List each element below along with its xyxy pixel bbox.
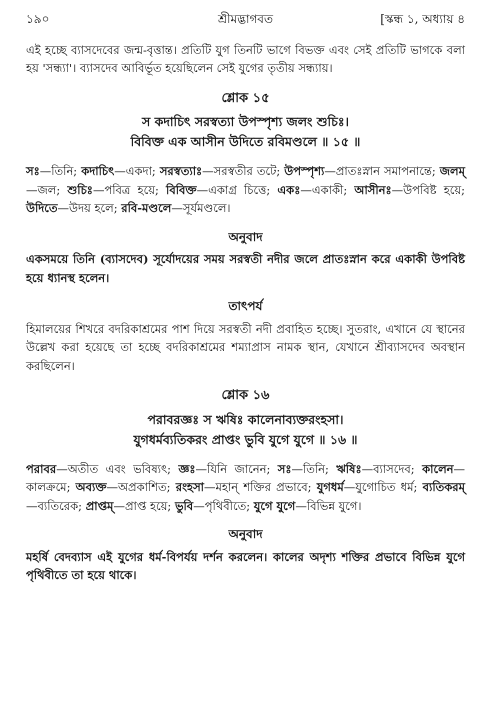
verse-16-synonym-meaning: —অপ্রকাশিত; (106, 480, 176, 494)
verse-15-synonym-word: জলম্ (439, 164, 465, 178)
verse-16-synonym-word: সঃ (277, 461, 292, 476)
intro-paragraph: এই হচ্ছে ব্যাসদেবের জন্ম-বৃত্তান্ত। প্রতিটি যুগ তিনটি ভাগে বিভক্ত এবং সেই প্রতিটি ভাগকে বলা হয় 'সন্ধ্যা'। ব্যাসদেব আবির্ভূত হয়েছিলেন সেই যুগের তৃতীয় সন্ধ্যায়। (26, 42, 465, 75)
verse-16-synonym-meaning: —মহান্ শক্তির প্রভাবে; (204, 480, 317, 494)
verse-15-synonym-word: সরস্বত্যাঃ (159, 164, 203, 178)
verse-16-heading: শ্লোক ১৬ (221, 388, 270, 403)
verse-16-synonym-meaning: —বিভিন্ন যুগে। (295, 498, 362, 513)
verse-15-synonym-word: সঃ (26, 164, 40, 178)
verse-15-translation-heading: অনুবাদ (228, 229, 263, 244)
verse-16-synonym-word: পরাবর (26, 461, 57, 476)
verse-16-synonym-word: রংহসা (175, 480, 205, 494)
verse-16-synonym-word: অব্যক্ত (75, 480, 107, 494)
verse-15-synonym-meaning: —সরস্বতীর তটে; (202, 164, 285, 178)
verse-16-synonym-meaning: —ব্যাসদেব; (361, 461, 423, 476)
verse-16-synonym-word: যুগধর্ম (316, 480, 344, 494)
verse-16-synonym-meaning: —যিনি জানেন; (195, 461, 278, 476)
verse-16-translation-heading: অনুবাদ (228, 527, 263, 541)
verse-15-synonym-word: শুচিঃ (67, 182, 93, 197)
verse-15-synonym-meaning: —তিনি; (39, 164, 82, 178)
verse-15-synonym-meaning: —একাকী; (300, 182, 355, 197)
verse-15-purport-heading: তাৎপর্য (228, 299, 263, 313)
verse-16-synonym-meaning: —যুগোচিত ধর্ম; (343, 480, 423, 494)
verse-15-synonym-word: রবি-মণ্ডলে (121, 201, 172, 215)
verse-15-synonym-word: একঃ (277, 182, 301, 197)
verse-15-line-2: বিবিক্ত এক আসীন উদিতে রবিমণ্ডলে ॥ ১৫ ॥ (130, 134, 361, 149)
page-number: ১৯০ (26, 12, 50, 26)
verse-15-translation: একসময়ে তিনি (ব্যাসদেব) সূর্যোদয়ের সময় সরস্বতী নদীর জলে প্রাতঃস্নান করে একাকী উপবিষ্ট হয়ে ধ্যানস্থ হলেন। (26, 252, 465, 285)
verse-16-synonym-meaning: —অতীত এবং ভবিষ্যৎ; (56, 461, 179, 476)
verse-16-line-2: যুগধর্মব্যতিকরং প্রাপ্তং ভুবি যুগে যুগে ॥ ১৬ ॥ (133, 431, 358, 447)
verse-15-synonym-meaning: —উদয় হলে; (57, 201, 122, 215)
verse-16-translation: মহর্ষি বেদব্যাস এই যুগের ধর্ম-বিপর্যয় দর্শন করলেন। কালের অদৃশ্য শক্তির প্রভাবে বিভিন্ন যুগে পৃথিবীতে তা হয়ে থাকে। (26, 549, 465, 582)
verse-16-synonym-word: ঋষিঃ (336, 461, 362, 476)
verse-16-synonym-meaning: —পৃথিবীতে; (193, 498, 254, 513)
section-reference: [স্কন্ধ ১, অধ্যায় ৪ (380, 12, 465, 26)
verse-16-synonym-word: প্রাপ্তম্ (85, 498, 114, 513)
verse-15-synonym-word: আসীনঃ (354, 182, 392, 197)
verse-15-purport: হিমালয়ের শিখরে বদরিকাশ্রমের পাশ দিয়ে সরস্বতী নদী প্রবাহিত হচ্ছে। সুতরাং, এখানে যে স্থানের উল্লেখ করা হয়েছে তা হচ্ছে বদরিকাশ্রমের শম্যাপ্রাস নামক স্থান, যেখানে শ্রীব্যাসদেব অবস্থান করছিলেন। (26, 321, 465, 373)
verse-15-text (26, 112, 465, 152)
verse-15-synonym-meaning: —একাগ্র চিত্তে; (196, 182, 278, 197)
verse-15-line-1: স কদাচিৎ সরস্বত্যা উপস্পৃশ্য জলং শুচিঃ। (142, 114, 349, 129)
verse-15-synonym-meaning: —উপবিষ্ট হয়ে; (391, 182, 466, 197)
verse-16-text (26, 410, 465, 450)
verse-16-synonym-word: ভুবি (174, 498, 194, 513)
verse-15-synonyms (26, 162, 465, 218)
verse-15-heading: শ্লোক ১৫ (221, 90, 270, 106)
verse-15-synonym-word: উদিতে (26, 201, 58, 215)
verse-16-line-1: পরাবরজ্ঞঃ স ঋষিঃ কালেনাব্যক্তরংহসা। (147, 411, 344, 427)
verse-15-synonym-meaning: —একদা; (114, 164, 160, 178)
verse-15-synonym-word: উপস্পৃশ্য (284, 164, 325, 178)
verse-15-synonym-meaning: —জল; (26, 182, 68, 197)
verse-16-synonym-meaning: —প্রাপ্ত হয়ে; (113, 498, 175, 513)
verse-16-synonym-word: যুগে যুগে (253, 498, 296, 513)
verse-16-synonym-word: কালেন (422, 461, 454, 476)
verse-16-synonyms (26, 460, 465, 516)
verse-16-synonym-meaning: —কালক্রমে; (26, 461, 465, 494)
verse-16-synonym-word: জ্ঞঃ (178, 461, 196, 476)
verse-15-synonym-meaning: —পবিত্র হয়ে; (92, 182, 167, 197)
verse-15-synonym-word: কদাচিৎ (81, 164, 115, 178)
verse-16-synonym-meaning: —তিনি; (291, 461, 337, 476)
verse-15-synonym-word: বিবিক্ত (166, 182, 197, 197)
verse-15-synonym-meaning: —সূর্যমণ্ডলে। (171, 201, 231, 215)
verse-16-synonym-word: ব্যতিকরম্ (422, 480, 465, 494)
verse-16-synonym-meaning: —ব্যতিরেক; (26, 498, 86, 513)
verse-15-synonym-meaning: —প্রাতঃস্নান সমাপনান্তে; (324, 164, 440, 178)
page-header (26, 10, 465, 29)
book-title: শ্রীমদ্ভাগবত (217, 12, 273, 26)
